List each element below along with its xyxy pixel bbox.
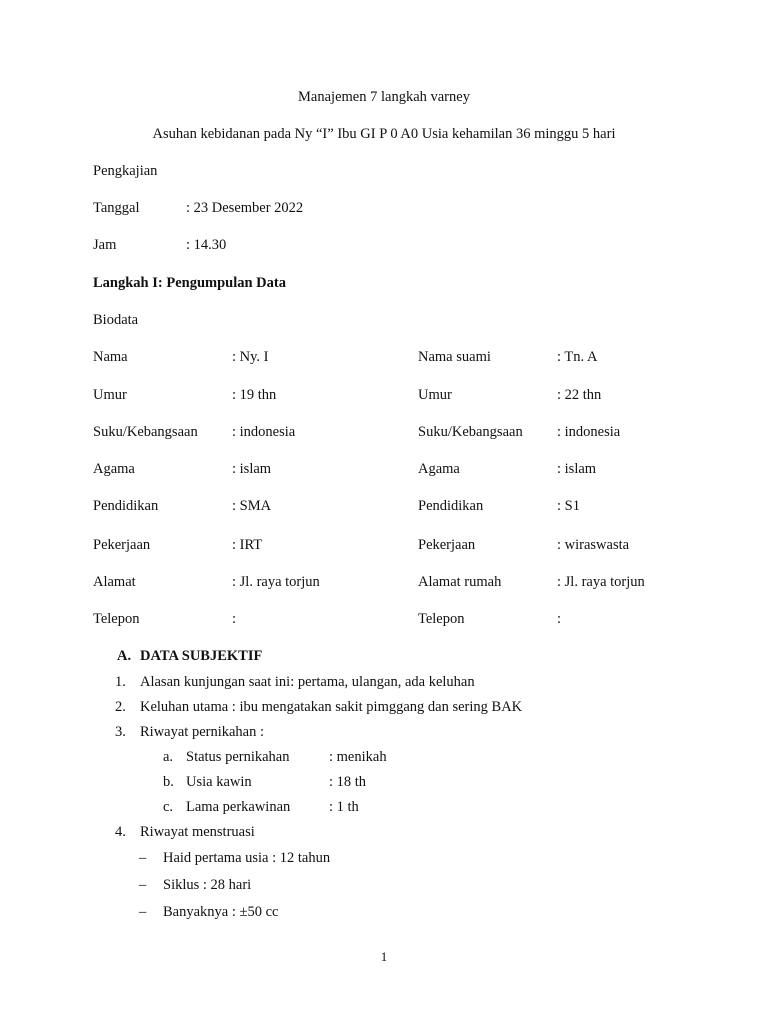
bullet-item: Haid pertama usia : 12 tahun [163,850,331,866]
biodata-label-right: Umur [418,387,452,403]
section-a-title: DATA SUBJEKTIF [140,648,263,664]
sublist-letter: a. [163,749,174,765]
biodata-value-left: : Jl. raya torjun [232,574,320,590]
bullet-dash: – [139,877,147,893]
sublist-label: Usia kawin [186,774,252,790]
biodata-label-right: Pekerjaan [418,537,476,553]
biodata-value-left: : islam [232,461,272,477]
biodata-label-left: Telepon [93,611,140,627]
sublist-value: : 18 th [329,774,367,790]
bullet-dash: – [139,904,147,920]
bullet-item: Banyaknya : ±50 cc [163,904,279,920]
sublist-value: : menikah [329,749,387,765]
biodata-label-left: Agama [93,461,135,477]
biodata-value-right: : S1 [557,498,580,514]
biodata-value-right: : islam [557,461,597,477]
biodata-label-right: Telepon [418,611,465,627]
document-subtitle: Asuhan kebidanan pada Ny “I” Ibu GI P 0 A0 Usia kehamilan 36 minggu 5 hari [152,126,616,142]
biodata-label-right: Nama suami [418,349,491,365]
time-value: : 14.30 [186,237,227,253]
section-a-marker: A. [117,648,132,664]
biodata-value-left: : SMA [232,498,272,514]
list-number: 1. [115,674,126,690]
list-item: Riwayat menstruasi [140,824,255,840]
biodata-value-left: : indonesia [232,424,296,440]
biodata-value-right: : 22 thn [557,387,602,403]
document-title: Manajemen 7 langkah varney [298,89,470,105]
biodata-value-left: : IRT [232,537,263,553]
biodata-label-right: Suku/Kebangsaan [418,424,523,440]
biodata-label-right: Agama [418,461,460,477]
biodata-label-left: Suku/Kebangsaan [93,424,198,440]
list-number: 2. [115,699,126,715]
sublist-label: Status pernikahan [186,749,290,765]
biodata-label-right: Pendidikan [418,498,484,514]
step-heading: Langkah I: Pengumpulan Data [93,275,286,291]
biodata-label-left: Alamat [93,574,136,590]
biodata-label-left: Pendidikan [93,498,159,514]
biodata-label-left: Pekerjaan [93,537,151,553]
biodata-value-right: : Tn. A [557,349,598,365]
list-item: Riwayat pernikahan : [140,724,265,740]
page-number: 1 [380,949,388,964]
time-label: Jam [93,237,117,253]
sublist-letter: b. [163,774,174,790]
sublist-letter: c. [163,799,174,815]
biodata-value-left: : 19 thn [232,387,277,403]
biodata-value-right: : [557,611,562,627]
biodata-label-left: Umur [93,387,127,403]
list-number: 3. [115,724,126,740]
biodata-value-left: : [232,611,237,627]
sublist-label: Lama perkawinan [186,799,291,815]
bullet-item: Siklus : 28 hari [163,877,252,893]
biodata-value-right: : wiraswasta [557,537,630,553]
biodata-label-right: Alamat rumah [418,574,502,590]
assessment-heading: Pengkajian [93,163,158,179]
biodata-value-right: : indonesia [557,424,621,440]
biodata-label-left: Nama [93,349,128,365]
biodata-heading: Biodata [93,312,139,328]
biodata-value-left: : Ny. I [232,349,269,365]
biodata-value-right: : Jl. raya torjun [557,574,645,590]
list-item: Keluhan utama : ibu mengatakan sakit pimggang dan sering BAK [140,699,523,715]
bullet-dash: – [139,850,147,866]
sublist-value: : 1 th [329,799,359,815]
date-label: Tanggal [93,200,140,216]
date-value: : 23 Desember 2022 [186,200,304,216]
list-item: Alasan kunjungan saat ini: pertama, ulangan, ada keluhan [140,674,475,690]
list-number: 4. [115,824,126,840]
